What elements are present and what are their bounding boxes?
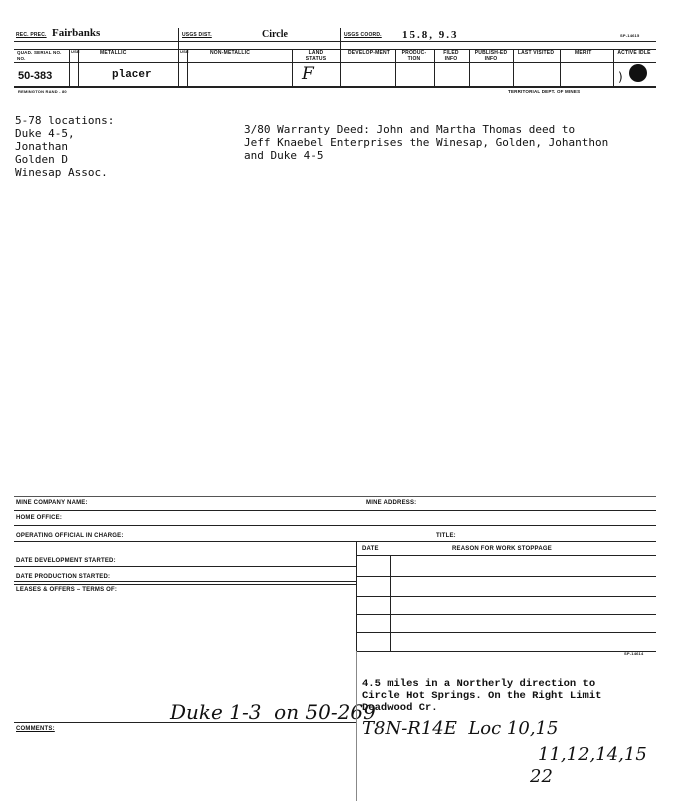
rec-prec-value: Fairbanks: [52, 27, 101, 39]
comments-label: COMMENTS:: [16, 726, 55, 732]
usgs-dist-label: USGS DIST.: [182, 32, 212, 38]
title-label: TITLE:: [436, 533, 456, 539]
metallic-label: METALLIC: [100, 50, 127, 56]
filed-info-label: FILED INFO: [443, 50, 459, 62]
use-label-2: USE: [180, 49, 189, 54]
handwritten-sections: 11,12,14,15: [538, 744, 647, 765]
published-info-label: PUBLISH-ED INFO: [474, 50, 508, 62]
mine-company-name-label: MINE COMPANY NAME:: [16, 500, 88, 506]
serial-value: 50-383: [18, 70, 53, 82]
land-status-label: LAND STATUS: [305, 50, 327, 62]
date-development-label: DATE DEVELOPMENT STARTED:: [16, 558, 116, 564]
metallic-value: placer: [112, 69, 152, 81]
mine-address-label: MINE ADDRESS:: [366, 500, 417, 506]
active-idle-label: ACTIVE IDLE: [617, 50, 651, 56]
usgs-coord-label: USGS COORD.: [344, 32, 382, 38]
idle-indicator-mark: ): [618, 70, 623, 84]
handwritten-location: T8N-R14E Loc 10,15: [362, 718, 559, 739]
usgs-coord-value: 15.8, 9.3: [402, 29, 459, 41]
reason-column-label: REASON FOR WORK STOPPAGE: [452, 546, 552, 552]
quad-serial-label: QUAD. SERIAL NO. NO.: [17, 50, 62, 61]
left-notes: 5-78 locations: Duke 4-5, Jonathan Golden D Winesap Assoc.: [15, 114, 115, 179]
leases-offers-label: LEASES & OFFERS – TERMS OF:: [16, 587, 118, 593]
date-production-label: DATE PRODUCTION STARTED:: [16, 574, 111, 580]
rec-prec-label: REC. PREC.: [16, 32, 47, 38]
non-metallic-label: NON-METALLIC: [210, 50, 251, 56]
last-visited-label: LAST VISITED: [517, 50, 555, 56]
location-description: 4.5 miles in a Northerly direction to Circle Hot Springs. On the Right Limit Deadwood Cr.: [362, 678, 602, 714]
development-label: DEVELOP-MENT: [347, 50, 391, 56]
active-indicator-dot: [629, 64, 647, 82]
form-number: SP-14615: [620, 33, 640, 38]
handwritten-sections-2: 22: [530, 766, 553, 787]
home-office-label: HOME OFFICE:: [16, 515, 63, 521]
use-label: USE: [71, 49, 80, 54]
territorial-note: TERRITORIAL DEPT. OF MINES: [508, 89, 581, 94]
handwritten-comment: Duke 1-3 on 50-269: [170, 700, 376, 724]
land-status-value: F: [302, 64, 314, 84]
usgs-dist-value: Circle: [262, 29, 288, 40]
production-label: PRODUC-TION: [401, 50, 427, 62]
date-column-label: DATE: [362, 546, 379, 552]
form-number-2: SP-14614: [624, 651, 644, 656]
right-notes: 3/80 Warranty Deed: John and Martha Thomas deed to Jeff Knaebel Enterprises the Winesap, Golden, Johanthon and Duke 4-5: [244, 123, 609, 162]
operating-official-label: OPERATING OFFICIAL IN CHARGE:: [16, 533, 124, 539]
remington-note: REMINGTON RAND - 80: [18, 89, 67, 94]
merit-label: MERIT: [575, 50, 592, 56]
